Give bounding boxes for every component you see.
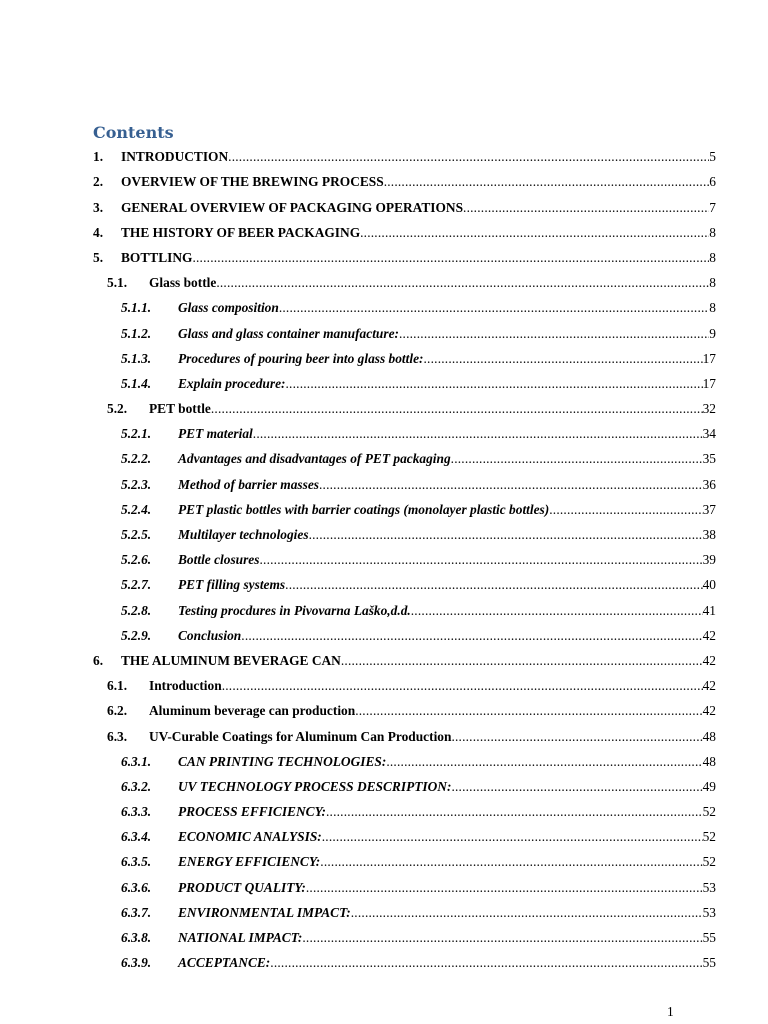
toc-entry-number: 6.3. xyxy=(107,728,128,744)
toc-entry-title[interactable]: Bottle closures xyxy=(178,552,260,568)
toc-entry[interactable] xyxy=(0,420,768,445)
toc-entry-page[interactable]: 42 xyxy=(702,703,716,719)
toc-dot-leader xyxy=(351,904,703,922)
toc-entry-page[interactable]: 35 xyxy=(702,451,716,467)
toc-entry[interactable] xyxy=(0,899,768,924)
toc-entry-line xyxy=(121,199,716,217)
toc-entry-line xyxy=(149,702,716,720)
toc-entry-title[interactable]: BOTTLING xyxy=(121,249,193,265)
toc-entry-number: 6.3.2. xyxy=(121,778,152,794)
toc-entry-page[interactable]: 49 xyxy=(702,778,716,794)
toc-entry-line xyxy=(178,904,716,922)
toc-entry-title[interactable]: ENVIRONMENTAL IMPACT: xyxy=(178,904,351,920)
toc-dot-leader xyxy=(192,249,709,267)
toc-entry-number: 4. xyxy=(93,224,104,240)
toc-entry[interactable] xyxy=(0,345,768,370)
toc-dot-leader xyxy=(360,224,709,242)
toc-dot-leader xyxy=(259,551,702,569)
toc-entry-page[interactable]: 53 xyxy=(702,904,716,920)
toc-entry[interactable] xyxy=(0,193,768,218)
toc-entry-page[interactable]: 17 xyxy=(702,375,716,391)
toc-entry-page[interactable]: 8 xyxy=(709,300,716,316)
toc-entry-number: 5.1.3. xyxy=(121,350,152,366)
toc-entry-number: 5.1. xyxy=(107,275,128,291)
toc-entry-title[interactable]: PET filling systems xyxy=(178,577,286,593)
toc-entry-title[interactable]: Multilayer technologies xyxy=(178,527,309,542)
toc-entry-page[interactable]: 52 xyxy=(702,829,716,845)
toc-entry-page[interactable]: 38 xyxy=(702,527,716,542)
toc-entry[interactable] xyxy=(0,244,768,269)
toc-dot-leader xyxy=(222,677,703,695)
toc-entry-line xyxy=(178,602,716,620)
toc-dot-leader xyxy=(216,274,709,292)
toc-entry-page[interactable]: 32 xyxy=(702,401,716,417)
toc-dot-leader xyxy=(253,425,703,443)
toc-entry-line xyxy=(149,400,716,418)
toc-dot-leader xyxy=(341,652,703,670)
toc-entry-line xyxy=(178,828,716,846)
toc-dot-leader xyxy=(306,879,703,897)
toc-entry-title[interactable]: Method of barrier masses xyxy=(178,476,319,492)
toc-heading: Contents xyxy=(93,123,174,142)
toc-entry-number: 6.3.6. xyxy=(121,879,152,895)
toc-entry[interactable] xyxy=(0,873,768,898)
toc-entry-number: 6.3.3. xyxy=(121,804,152,820)
toc-entry[interactable] xyxy=(0,445,768,470)
toc-entry[interactable] xyxy=(0,798,768,823)
toc-dot-leader xyxy=(322,828,703,846)
toc-entry[interactable] xyxy=(0,294,768,319)
toc-entry-line xyxy=(178,778,716,796)
toc-entry-title[interactable]: Conclusion xyxy=(178,627,242,643)
toc-entry-page[interactable]: 42 xyxy=(702,652,716,668)
toc-entry-line xyxy=(178,299,716,317)
toc-entry-title[interactable]: Procedures of pouring beer into glass bottle: xyxy=(178,350,424,366)
toc-entry-number: 5.1.2. xyxy=(121,325,152,341)
toc-dot-leader xyxy=(384,173,710,191)
toc-entry-number: 5.2.9. xyxy=(121,627,152,643)
toc-entry[interactable] xyxy=(0,622,768,647)
toc-entry-line xyxy=(178,350,716,368)
toc-entry-title[interactable]: Glass composition xyxy=(178,300,279,316)
toc-dot-leader xyxy=(451,728,702,746)
toc-entry-title[interactable]: ACCEPTANCE: xyxy=(178,955,271,971)
toc-entry-title[interactable]: Introduction xyxy=(149,678,222,694)
toc-entry-title[interactable]: Explain procedure: xyxy=(178,375,286,391)
toc-entry-line xyxy=(121,148,716,166)
toc-entry[interactable] xyxy=(0,596,768,621)
toc-entry[interactable] xyxy=(0,672,768,697)
toc-entry-line xyxy=(178,576,716,594)
toc-entry[interactable] xyxy=(0,748,768,773)
toc-entry-line xyxy=(178,753,716,771)
toc-dot-leader xyxy=(386,753,702,771)
toc-entry-number: 5.2.1. xyxy=(121,426,152,442)
toc-entry-line xyxy=(178,450,716,468)
toc-entry-number: 2. xyxy=(93,174,104,190)
toc-entry-number: 6.3.4. xyxy=(121,829,152,845)
toc-entry-title[interactable]: OVERVIEW OF THE BREWING PROCESS xyxy=(121,174,384,190)
toc-entry-title[interactable]: GENERAL OVERVIEW OF PACKAGING OPERATIONS xyxy=(121,199,464,215)
toc-dot-leader xyxy=(286,375,703,393)
toc-entry-line xyxy=(121,224,716,242)
toc-dot-leader xyxy=(355,702,702,720)
toc-dot-leader xyxy=(302,929,702,947)
toc-entry-title[interactable]: Aluminum beverage can production xyxy=(149,703,356,719)
toc-entry-number: 5.2.8. xyxy=(121,602,152,618)
toc-entry-number: 5.2.4. xyxy=(121,501,152,517)
toc-entry-page[interactable]: 17 xyxy=(702,350,716,366)
toc-entry-page[interactable]: 48 xyxy=(702,753,716,769)
toc-entry-line xyxy=(149,274,716,292)
toc-entry-page[interactable]: 55 xyxy=(702,930,716,945)
toc-entry-page[interactable]: 53 xyxy=(702,879,716,895)
toc-entry-line xyxy=(178,954,716,972)
toc-dot-leader xyxy=(285,576,702,594)
toc-entry[interactable] xyxy=(0,143,768,168)
toc-entry[interactable] xyxy=(0,722,768,747)
toc-entry-title[interactable]: Glass and glass container manufacture: xyxy=(178,325,399,341)
toc-entry-line xyxy=(178,526,716,544)
toc-entry-line xyxy=(178,879,716,897)
toc-dot-leader xyxy=(411,602,703,620)
toc-entry-number: 6.3.5. xyxy=(121,854,152,870)
toc-dot-leader xyxy=(211,400,703,418)
toc-entry-page[interactable]: 8 xyxy=(709,275,716,291)
toc-entry-number: 5.2.7. xyxy=(121,577,152,593)
toc-entry-title[interactable]: PET material xyxy=(178,426,253,442)
toc-entry[interactable] xyxy=(0,370,768,395)
toc-dot-leader xyxy=(228,148,709,166)
toc-entry-number: 5.2.5. xyxy=(121,527,152,542)
toc-dot-leader xyxy=(241,627,702,645)
toc-entry[interactable] xyxy=(0,823,768,848)
toc-entry-number: 5.1.1. xyxy=(121,300,152,316)
toc-entry[interactable] xyxy=(0,924,768,949)
toc-entry-line xyxy=(178,929,716,947)
toc-entry-number: 6. xyxy=(93,652,104,668)
toc-entry-page[interactable]: 41 xyxy=(702,602,716,618)
toc-entry-title[interactable]: PET plastic bottles with barrier coatings (monolayer plastic bottles) xyxy=(178,501,550,517)
toc-entry-page[interactable]: 42 xyxy=(702,678,716,694)
toc-entry[interactable] xyxy=(0,848,768,873)
toc-entry-page[interactable]: 8 xyxy=(709,224,716,240)
toc-entry-number: 6.2. xyxy=(107,703,128,719)
toc-entry[interactable] xyxy=(0,521,768,546)
toc-entry-title[interactable]: UV TECHNOLOGY PROCESS DESCRIPTION: xyxy=(178,778,452,794)
toc-entry-number: 5.2.6. xyxy=(121,552,152,568)
toc-entry[interactable] xyxy=(0,571,768,596)
toc-dot-leader xyxy=(424,350,703,368)
toc-dot-leader xyxy=(319,476,703,494)
toc-dot-leader xyxy=(463,199,709,217)
toc-entry-number: 6.3.9. xyxy=(121,955,152,971)
toc-entry-line xyxy=(178,476,716,494)
toc-entry[interactable] xyxy=(0,269,768,294)
toc-entry-title[interactable]: PRODUCT QUALITY: xyxy=(178,879,306,895)
toc-entry[interactable] xyxy=(0,470,768,495)
toc-dot-leader xyxy=(270,954,702,972)
toc-entry-page[interactable]: 37 xyxy=(702,501,716,517)
toc-entry-line xyxy=(121,652,716,670)
toc-entry-page[interactable]: 55 xyxy=(702,955,716,971)
toc-entry-line xyxy=(121,249,716,267)
toc-entry-page[interactable]: 7 xyxy=(709,199,716,215)
toc-entry-line xyxy=(178,425,716,443)
toc-entry-line xyxy=(178,551,716,569)
toc-entry[interactable] xyxy=(0,496,768,521)
toc-dot-leader xyxy=(399,325,709,343)
toc-entry[interactable] xyxy=(0,697,768,722)
toc-entry[interactable] xyxy=(0,773,768,798)
toc-entry-title[interactable]: Advantages and disadvantages of PET packaging xyxy=(178,451,451,467)
toc-dot-leader xyxy=(451,778,702,796)
toc-dot-leader xyxy=(279,299,709,317)
toc-dot-leader xyxy=(549,501,702,519)
toc-entry[interactable] xyxy=(0,168,768,193)
toc-entry[interactable] xyxy=(0,546,768,571)
toc-entry-line xyxy=(149,677,716,695)
toc-dot-leader xyxy=(320,853,702,871)
toc-entry-title[interactable]: NATIONAL IMPACT: xyxy=(178,930,303,945)
toc-entry-title[interactable]: PROCESS EFFICIENCY: xyxy=(178,804,326,820)
toc-dot-leader xyxy=(326,803,703,821)
toc-entry-page[interactable]: 8 xyxy=(709,249,716,265)
toc-dot-leader xyxy=(451,450,703,468)
toc-entry-line xyxy=(149,728,716,746)
toc-entry-page[interactable]: 6 xyxy=(709,174,716,190)
toc-entry-number: 5.1.4. xyxy=(121,375,152,391)
toc-entry[interactable] xyxy=(0,949,768,974)
toc-entry[interactable] xyxy=(0,219,768,244)
toc-entry-line xyxy=(178,853,716,871)
toc-entry[interactable] xyxy=(0,395,768,420)
toc-entry-title[interactable]: INTRODUCTION xyxy=(121,149,229,165)
toc-entry-title[interactable]: CAN PRINTING TECHNOLOGIES: xyxy=(178,753,387,769)
toc-entry-line xyxy=(178,375,716,393)
toc-entry-title[interactable]: Glass bottle xyxy=(149,275,217,291)
toc-entry-line xyxy=(178,803,716,821)
toc-entry-number: 6.1. xyxy=(107,678,128,694)
toc-entry-number: 5.2.3. xyxy=(121,476,152,492)
table-of-contents xyxy=(0,143,768,974)
toc-entry-line xyxy=(178,325,716,343)
toc-entry-number: 6.3.7. xyxy=(121,904,152,920)
toc-entry-title[interactable]: THE ALUMINUM BEVERAGE CAN xyxy=(121,652,341,668)
toc-entry-line xyxy=(178,501,716,519)
toc-entry-title[interactable]: PET bottle xyxy=(149,401,211,417)
toc-entry-number: 5. xyxy=(93,249,104,265)
toc-entry-title[interactable]: UV-Curable Coatings for Aluminum Can Production xyxy=(149,728,452,744)
toc-entry-page[interactable]: 5 xyxy=(709,149,716,165)
toc-entry-page[interactable]: 52 xyxy=(702,854,716,870)
toc-entry-page[interactable]: 9 xyxy=(709,325,716,341)
toc-entry-page[interactable]: 34 xyxy=(702,426,716,442)
toc-entry-page[interactable]: 42 xyxy=(702,627,716,643)
toc-entry-number: 5.2. xyxy=(107,401,128,417)
toc-entry-title[interactable]: THE HISTORY OF BEER PACKAGING xyxy=(121,224,361,240)
toc-entry-page[interactable]: 52 xyxy=(702,804,716,820)
toc-entry-number: 3. xyxy=(93,199,104,215)
toc-entry-title[interactable]: ENERGY EFFICIENCY: xyxy=(178,854,321,870)
toc-entry-page[interactable]: 48 xyxy=(702,728,716,744)
toc-entry-number: 6.3.8. xyxy=(121,930,152,945)
toc-entry-line xyxy=(121,173,716,191)
toc-dot-leader xyxy=(309,526,703,544)
toc-entry[interactable] xyxy=(0,319,768,344)
toc-entry-line xyxy=(178,627,716,645)
toc-entry-number: 6.3.1. xyxy=(121,753,152,769)
toc-entry-page[interactable]: 36 xyxy=(702,476,716,492)
toc-entry[interactable] xyxy=(0,647,768,672)
toc-entry-page[interactable]: 40 xyxy=(702,577,716,593)
toc-entry-title[interactable]: Testing procdures in Pivovarna Laško,d.d. xyxy=(178,602,411,618)
page-number: 1 xyxy=(667,1004,674,1019)
toc-entry-title[interactable]: ECONOMIC ANALYSIS: xyxy=(178,829,322,845)
toc-entry-number: 5.2.2. xyxy=(121,451,152,467)
toc-entry-page[interactable]: 39 xyxy=(702,552,716,568)
toc-entry-number: 1. xyxy=(93,149,104,165)
